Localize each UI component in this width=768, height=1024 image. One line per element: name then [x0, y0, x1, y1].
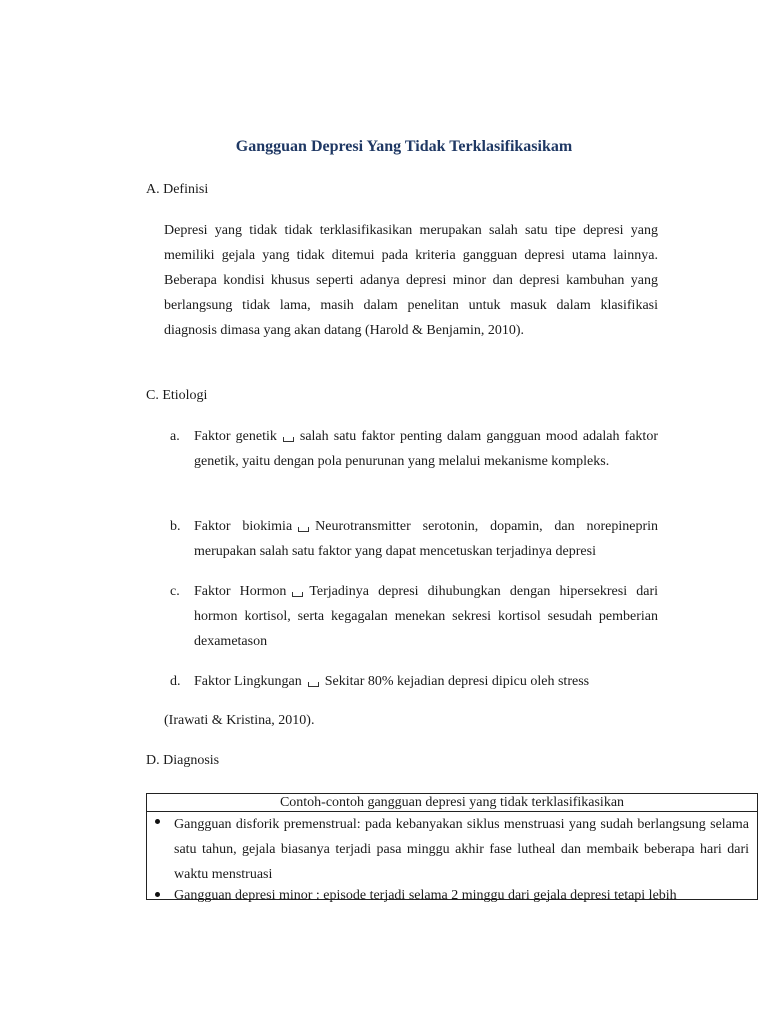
etiology-citation: (Irawati & Kristina, 2010). [164, 713, 315, 728]
item-label: Faktor Lingkungan [194, 674, 302, 689]
table-header: Contoh-contoh gangguan depresi yang tidak terklasifikasikan [147, 794, 757, 812]
table-row [147, 812, 757, 887]
etiology-item-c [170, 579, 658, 654]
section-a-heading: A. Definisi [146, 182, 209, 197]
item-letter: d. [170, 674, 181, 689]
item-letter: b. [170, 519, 181, 534]
item-text: Sekitar 80% kejadian depresi dipicu oleh stress [324, 674, 590, 689]
item-text: salah satu faktor penting dalam gangguan mood adalah faktor genetik, yaitu dengan pola penurunan yang melalui mekanisme kompleks. [194, 429, 658, 469]
document-title: Gangguan Depresi Yang Tidak Terklasifikasikam [235, 138, 573, 155]
item-label: Faktor Hormon [194, 584, 287, 599]
item-text: Neurotransmitter serotonin, dopamin, dan norepineprin merupakan salah satu faktor yang dapat mencetuskan terjadinya depresi [194, 519, 658, 559]
arrow-icon [308, 682, 319, 687]
etiology-item-b [170, 514, 658, 564]
arrow-icon [298, 527, 309, 532]
item-letter: a. [170, 429, 180, 444]
definition-paragraph: Depresi yang tidak tidak terklasifikasikan merupakan salah satu tipe depresi yang memiliki gejala yang tidak ditemui pada kriteria gangguan depresi utama lainnya. Beberapa kondisi khusus seperti adanya depresi minor dan depresi kambuhan yang berlangsung tidak lama, masih dalam penelitan untuk masuk dalam klasifikasi diagnosis dimasa yang akan datang (Harold & Benjamin, 2010). [164, 223, 658, 338]
item-text: Terjadinya depresi dihubungkan dengan hipersekresi dari hormon kortisol, serta kegagalan menekan sekresi kortisol sesudah pemberian dexametason [194, 584, 658, 649]
diagnosis-table [146, 793, 758, 903]
section-c-heading: C. Etiologi [146, 388, 208, 403]
arrow-icon [283, 437, 294, 442]
item-label: Faktor genetik [194, 429, 277, 444]
table-row [147, 887, 757, 905]
row-text: Gangguan depresi minor : episode terjadi selama 2 minggu dari gejala depresi tetapi lebih [174, 888, 677, 903]
etiology-item-d [170, 669, 658, 694]
item-label: Faktor biokimia [194, 519, 293, 534]
etiology-item-a [170, 424, 658, 474]
bullet-icon [155, 892, 160, 897]
arrow-icon [292, 592, 303, 597]
section-d-heading: D. Diagnosis [146, 753, 220, 768]
item-letter: c. [170, 584, 180, 599]
bullet-icon [155, 819, 160, 824]
row-text: Gangguan disforik premenstrual: pada kebanyakan siklus menstruasi yang sudah berlangsung selama satu tahun, gejala biasanya terjadi pasa minggu akhir fase lutheal dan membaik beberapa hari dari waktu menstruasi [174, 817, 749, 882]
